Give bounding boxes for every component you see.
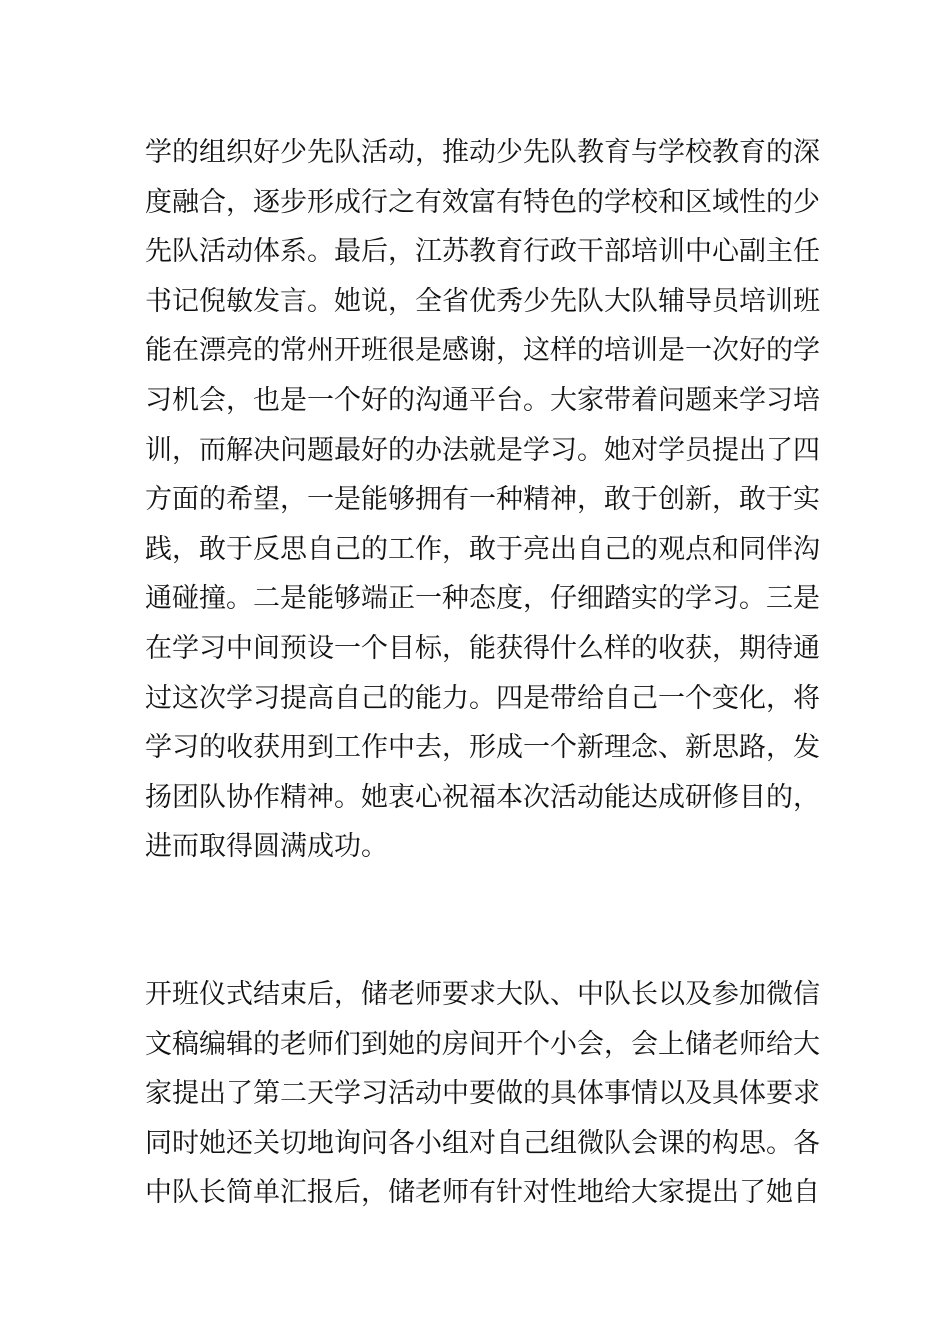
paragraph-line: 过这次学习提高自己的能力。四是带给自己一个变化，将 (145, 682, 820, 714)
paragraph-line: 家提出了第二天学习活动中要做的具体事情以及具体要求 (145, 1078, 820, 1110)
paragraph-line: 同时她还关切地询问各小组对自己组微队会课的构思。各 (145, 1127, 820, 1159)
paragraph-line: 进而取得圆满成功。 (145, 831, 388, 863)
paragraph-line: 扬团队协作精神。她衷心祝福本次活动能达成研修目的， (145, 781, 820, 813)
paragraph-line: 先队活动体系。最后，江苏教育行政干部培训中心副主任 (145, 236, 820, 268)
paragraph-line: 在学习中间预设一个目标，能获得什么样的收获，期待通 (145, 632, 820, 664)
paragraph-line: 度融合，逐步形成行之有效富有特色的学校和区域性的少 (145, 186, 820, 218)
paragraph-line: 通碰撞。二是能够端正一种态度，仔细踏实的学习。三是 (145, 583, 820, 615)
paragraph-line: 能在漂亮的常州开班很是感谢，这样的培训是一次好的学 (145, 335, 820, 367)
paragraph-1 (145, 128, 820, 872)
paragraph-line: 文稿编辑的老师们到她的房间开个小会，会上储老师给大 (145, 1028, 820, 1060)
paragraph-line: 践，敢于反思自己的工作，敢于亮出自己的观点和同伴沟 (145, 533, 820, 565)
paragraph-line: 开班仪式结束后，储老师要求大队、中队长以及参加微信 (145, 979, 820, 1010)
paragraph-line: 书记倪敏发言。她说，全省优秀少先队大队辅导员培训班 (145, 285, 820, 317)
paragraph-2 (145, 970, 820, 1218)
paragraph-line: 中队长简单汇报后，储老师有针对性地给大家提出了她自 (145, 1177, 820, 1209)
paragraph-line: 训，而解决问题最好的办法就是学习。她对学员提出了四 (145, 434, 820, 466)
paragraph-line: 方面的希望，一是能够拥有一种精神，敢于创新，敢于实 (145, 484, 820, 516)
paragraph-line: 学的组织好少先队活动，推动少先队教育与学校教育的深 (145, 137, 820, 168)
paragraph-line: 习机会，也是一个好的沟通平台。大家带着问题来学习培 (145, 384, 820, 416)
paragraph-line: 学习的收获用到工作中去，形成一个新理念、新思路，发 (145, 732, 820, 764)
